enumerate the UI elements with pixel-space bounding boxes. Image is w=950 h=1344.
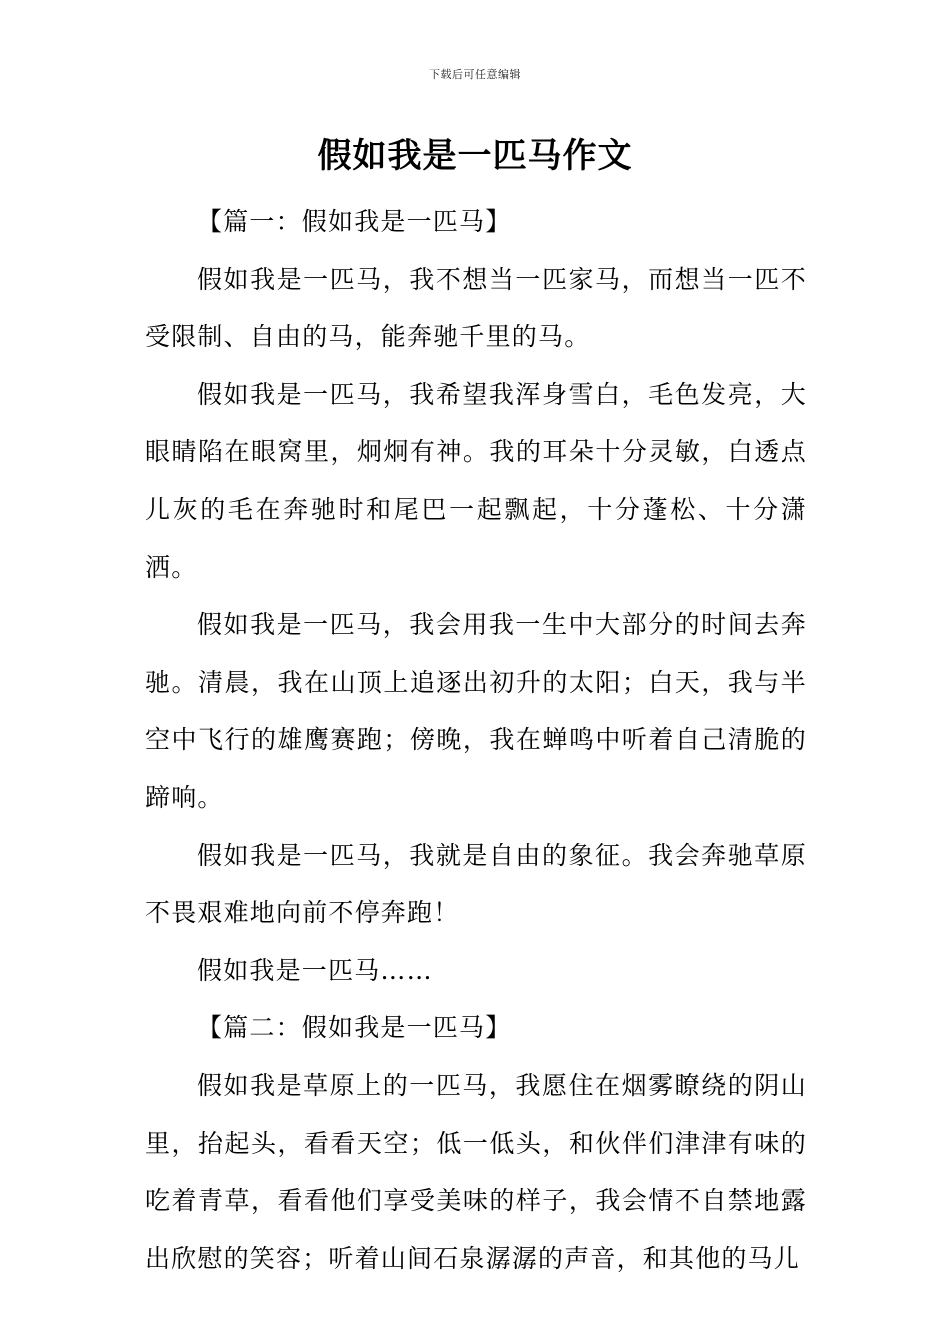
header-note: 下载后可任意编辑 [429, 68, 521, 81]
paragraph: 假如我是一匹马，我就是自由的象征。我会奔驰草原不畏艰难地向前不停奔跑！ [145, 840, 807, 928]
section-heading-2: 【篇二：假如我是一匹马】 [197, 1013, 512, 1043]
paragraph: 假如我是一匹马…… [197, 955, 433, 985]
paragraph: 假如我是草原上的一匹马，我愿住在烟雾瞭绕的阴山里，抬起头，看看天空；低一低头，和伙伴们津津有味的吃着青草，看看他们享受美味的样子，我会情不自禁地露出欣慰的笑容；听着山间石泉潺潺的声音，和其他的马儿 [145, 1070, 807, 1273]
paragraph: 假如我是一匹马，我希望我浑身雪白，毛色发亮，大眼睛陷在眼窝里，炯炯有神。我的耳朵十分灵敏，白透点儿灰的毛在奔驰时和尾巴一起飘起，十分蓬松、十分潇洒。 [145, 379, 807, 582]
section-heading-1: 【篇一：假如我是一匹马】 [197, 207, 512, 236]
document-body [145, 193, 807, 1287]
paragraph: 假如我是一匹马，我会用我一生中大部分的时间去奔驰。清晨，我在山顶上追逐出初升的太阳；白天，我与半空中飞行的雄鹰赛跑；傍晚，我在蝉鸣中听着自己清脆的蹄响。 [145, 610, 807, 812]
document-title: 假如我是一匹马作文 [317, 136, 633, 176]
paragraph: 假如我是一匹马，我不想当一匹家马，而想当一匹不受限制、自由的马，能奔驰千里的马。 [145, 264, 807, 352]
